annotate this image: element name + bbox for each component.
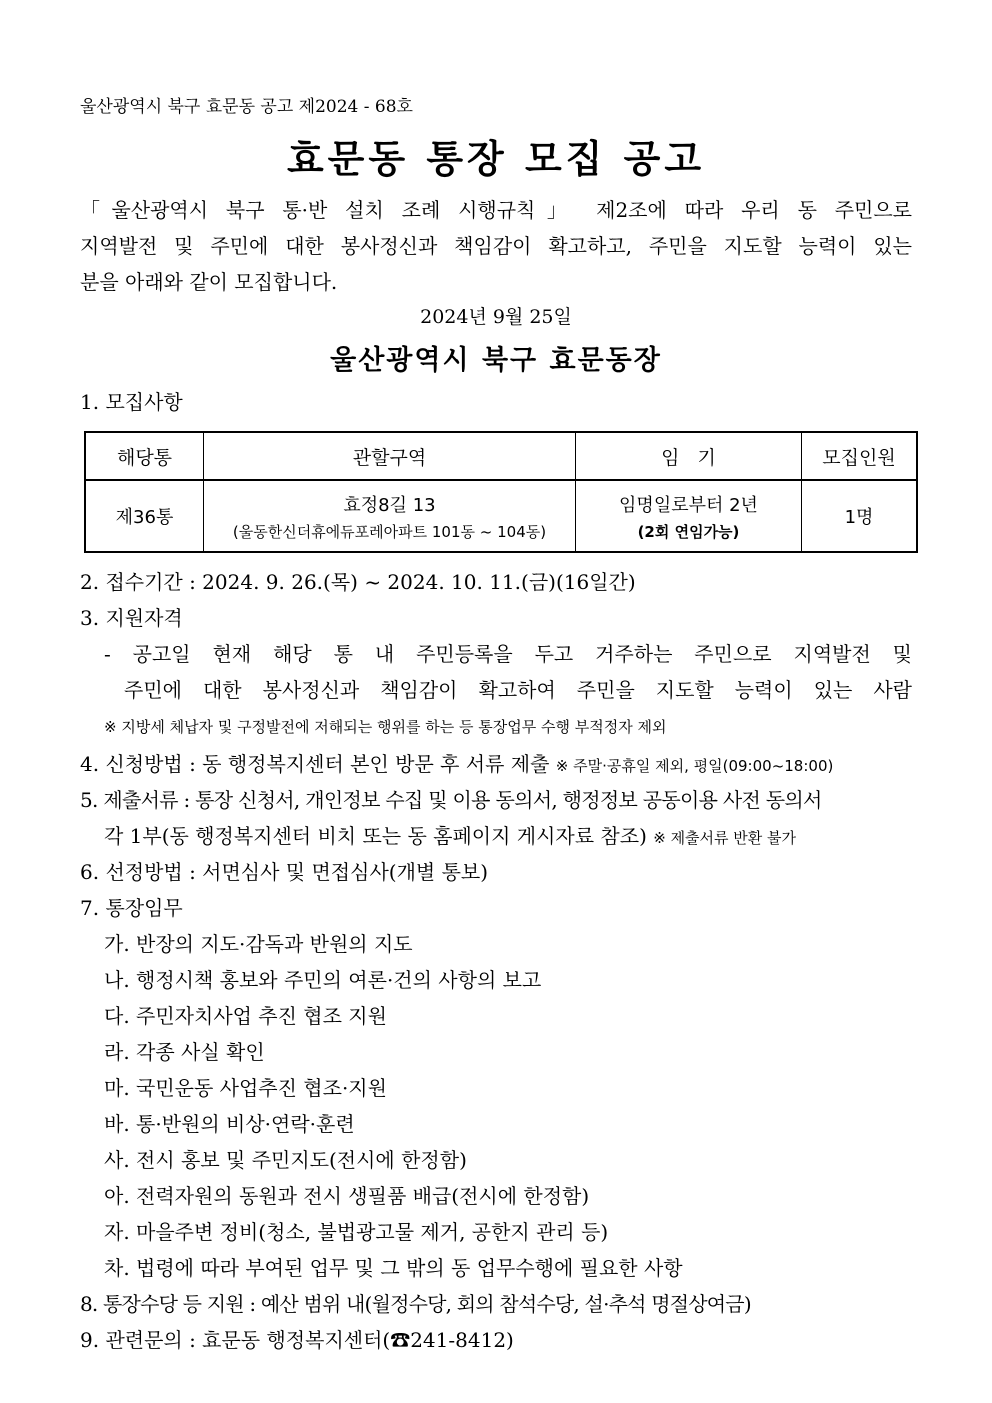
- duty-item: 가. 반장의 지도·감독과 반원의 지도: [104, 932, 413, 956]
- section-8: 8. 통장수당 등 지원 : 예산 범위 내(월정수당, 회의 참석수당, 설·추석 명절상여금): [80, 1292, 751, 1316]
- section-5-line-2: 각 1부(동 행정복지센터 비치 또는 동 홈페이지 게시자료 참조): [104, 824, 647, 848]
- duty-item: 다. 주민자치사업 추진 협조 지원: [104, 1004, 387, 1028]
- intro-line-2: 지역발전 및 주민에 대한 봉사정신과 책임감이 확고하고, 주민을 지도할 능력이 있는: [80, 234, 912, 258]
- intro-line-1: 「울산광역시 북구 통·반 설치 조례 시행규칙」 제2조에 따라 우리 동 주민으로: [80, 198, 912, 222]
- section-4-main: 4. 신청방법 : 동 행정복지센터 본인 방문 후 서류 제출: [80, 752, 550, 776]
- col-header-count: 모집인원: [802, 432, 918, 480]
- notice-title: 효문동 통장 모집 공고: [286, 136, 706, 181]
- section-6: 6. 선정방법 : 서면심사 및 면접심사(개별 통보): [80, 860, 489, 884]
- duty-item: 자. 마을주변 정비(청소, 불법광고물 제거, 공한지 관리 등): [104, 1220, 609, 1244]
- col-header-tong: 해당통: [85, 432, 204, 480]
- table-row: [85, 480, 917, 552]
- notice-number: 울산광역시 북구 효문동 공고 제2024 - 68호: [80, 97, 413, 117]
- section-4-note: ※ 주말·공휴일 제외, 평일(09:00~18:00): [555, 757, 834, 775]
- section-2: 2. 접수기간 : 2024. 9. 26.(목) ~ 2024. 10. 11.(금)(16일간): [80, 570, 636, 594]
- duty-item: 마. 국민운동 사업추진 협조·지원: [104, 1076, 387, 1100]
- duty-item: 아. 전력자원의 동원과 전시 생필품 배급(전시에 한정함): [104, 1184, 590, 1208]
- section-3-line-1: - 공고일 현재 해당 통 내 주민등록을 두고 거주하는 주민으로 지역발전 및: [104, 642, 912, 666]
- section-1-heading: 1. 모집사항: [80, 390, 183, 414]
- duty-item: 라. 각종 사실 확인: [104, 1040, 265, 1064]
- duty-item: 나. 행정시책 홍보와 주민의 여론·건의 사항의 보고: [104, 968, 542, 992]
- section-9: 9. 관련문의 : 효문동 행정복지센터(☎241-8412): [80, 1328, 514, 1352]
- area-sub: (울동한신더휴에듀포레아파트 101동 ~ 104동): [232, 522, 547, 541]
- section-3-heading: 3. 지원자격: [80, 606, 183, 630]
- cell-count: 1명: [802, 480, 918, 552]
- col-header-term: 임 기: [576, 432, 802, 480]
- section-3-line-2: 주민에 대한 봉사정신과 책임감이 확고하여 주민을 지도할 능력이 있는 사람: [124, 678, 912, 702]
- duty-item: 차. 법령에 따라 부여된 업무 및 그 밖의 동 업무수행에 필요한 사항: [104, 1256, 683, 1280]
- section-7-heading: 7. 통장임무: [80, 896, 183, 920]
- cell-tong: 제36통: [85, 480, 204, 552]
- cell-term: [576, 480, 802, 552]
- term-sub: (2회 연임가능): [637, 522, 740, 541]
- table-header-row: [85, 432, 917, 480]
- issuer: 울산광역시 북구 효문동장: [330, 345, 662, 376]
- section-3-note: ※ 지방세 체납자 및 구정발전에 저해되는 행위를 하는 등 통장업무 수행 부적정자 제외: [104, 718, 667, 736]
- col-header-area: 관할구역: [204, 432, 576, 480]
- duty-item: 사. 전시 홍보 및 주민지도(전시에 한정함): [104, 1148, 467, 1172]
- cell-area: [204, 480, 576, 552]
- duty-item: 바. 통·반원의 비상·연락·훈련: [104, 1112, 355, 1136]
- recruitment-table: [84, 431, 918, 553]
- area-main: 효정8길 13: [343, 494, 436, 516]
- section-5-note: ※ 제출서류 반환 불가: [653, 829, 797, 847]
- section-4: [80, 750, 833, 780]
- term-main: 임명일로부터 2년: [619, 494, 758, 516]
- section-5-line-1: 5. 제출서류 : 통장 신청서, 개인정보 수집 및 이용 동의서, 행정정보 공동이용 사전 동의서: [80, 788, 822, 812]
- intro-line-3: 분을 아래와 같이 모집합니다.: [80, 270, 338, 294]
- section-5-line-2-wrap: [104, 822, 796, 852]
- notice-date: 2024년 9월 25일: [420, 306, 572, 328]
